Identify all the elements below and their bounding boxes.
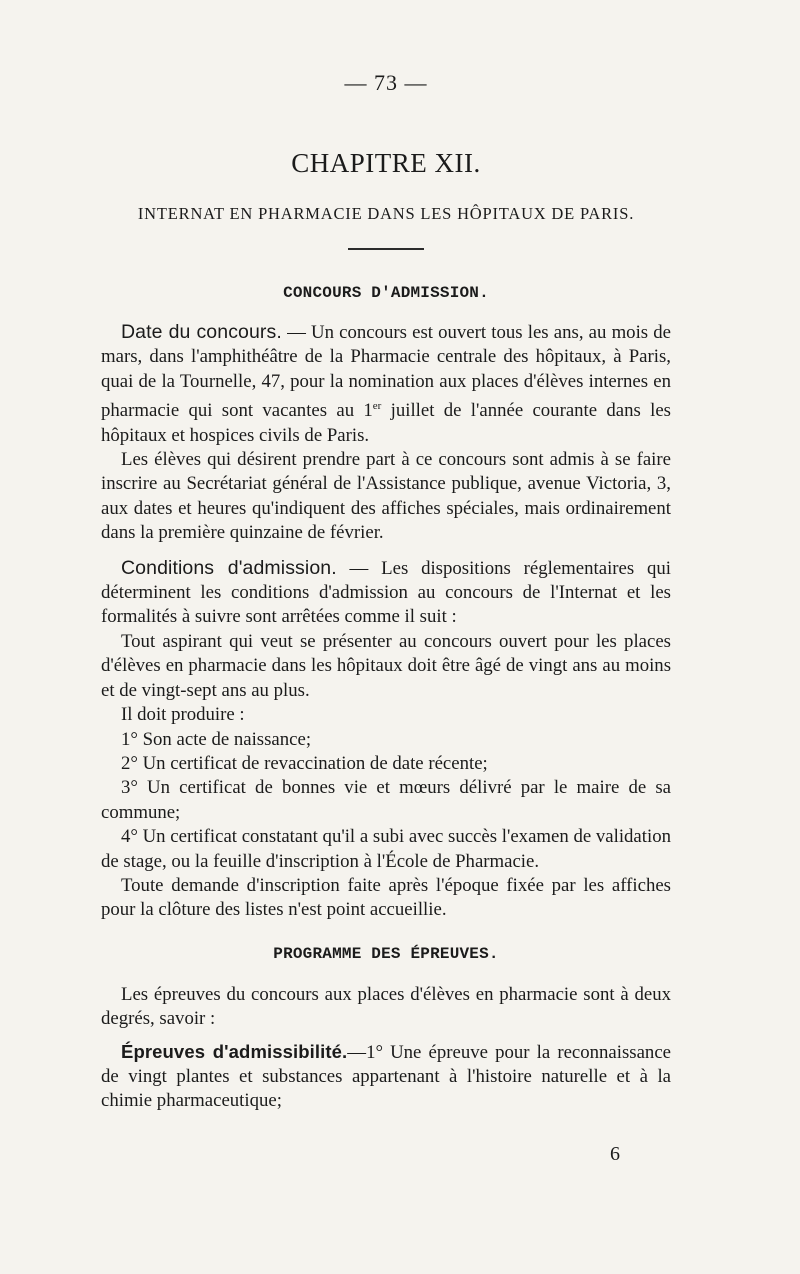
printer-signature: 6 — [610, 1143, 620, 1165]
date-heading: Date du concours. — [121, 321, 282, 343]
chapter-title: CHAPITRE XII. — [291, 148, 481, 178]
document-item-3: 3° Un certificat de bonnes vie et mœurs délivré par le maire de sa commune; — [101, 777, 671, 823]
late-registration-paragraph: Toute demande d'inscription faite après l'époque fixée par les affiches pour la clôture des listes n'est point accueillie. — [101, 874, 671, 921]
admissibility-text: —1° Une épreuve pour la reconnaissance de vingt plantes et substances appartenant à l'histoire naturelle et à la chimie pharmaceutique; — [101, 1041, 671, 1112]
conditions-heading: Conditions d'admission. — [121, 556, 337, 579]
conditions-text: — Les dispositions réglementaires qui déterminent les conditions d'admission au concours de l'Internat et les formalités à suivre sont arrêtées comme il suit : — [101, 557, 671, 628]
documents-intro: Il doit produire : — [121, 704, 245, 726]
decorative-rule — [348, 248, 424, 250]
chapter-subtitle: INTERNAT EN PHARMACIE DANS LES HÔPITAUX DE PARIS. — [137, 204, 635, 223]
document-item-2: 2° Un certificat de revaccination de date récente; — [121, 752, 488, 774]
date-text-end: juillet de l'année courante dans les hôpitaux et hospices civils de Paris. — [101, 400, 671, 446]
age-paragraph: Tout aspirant qui veut se présenter au concours ouvert pour les places d'élèves en pharmacie dans les hôpitaux doit être âgé de vingt ans au moins et de vingt-sept ans au plus. — [101, 630, 671, 701]
programme-intro: Les épreuves du concours aux places d'élèves en pharmacie sont à deux degrés, savoir : — [101, 983, 671, 1030]
page-number: — 73 — — [344, 70, 428, 95]
page-content — [101, 70, 671, 1114]
date-text: — Un concours est ouvert tous les ans, au mois de mars, dans l'amphithéâtre de la Pharmacie centrale des hôpitaux, à Paris, quai de la Tournelle, 47, pour la nomination aux places d'élèves internes en pharmacie qui sont vacantes au 1 — [101, 322, 671, 422]
document-item-4: 4° Un certificat constatant qu'il a subi avec succès l'examen de validation de stage, ou la feuille d'inscription à l'École de Pharmacie. — [101, 826, 671, 872]
admissibility-paragraph — [101, 1040, 671, 1114]
section-heading-admission: CONCOURS D'ADMISSION. — [283, 284, 489, 302]
date-superscript: er — [372, 400, 382, 413]
document-item-1: 1° Son acte de naissance; — [121, 728, 312, 750]
conditions-paragraph — [101, 556, 671, 630]
date-paragraph — [101, 320, 671, 448]
admissibility-heading: Épreuves d'admissibilité. — [121, 1040, 348, 1062]
section-heading-programme: PROGRAMME DES ÉPREUVES. — [273, 944, 499, 963]
registration-paragraph: Les élèves qui désirent prendre part à ce concours sont admis à se faire inscrire au Secrétariat général de l'Assistance publique, avenue Victoria, 3, aux dates et heures qu'indiquent des affiches spéciales, mais ordinairement dans la première quinzaine de février. — [101, 449, 671, 544]
